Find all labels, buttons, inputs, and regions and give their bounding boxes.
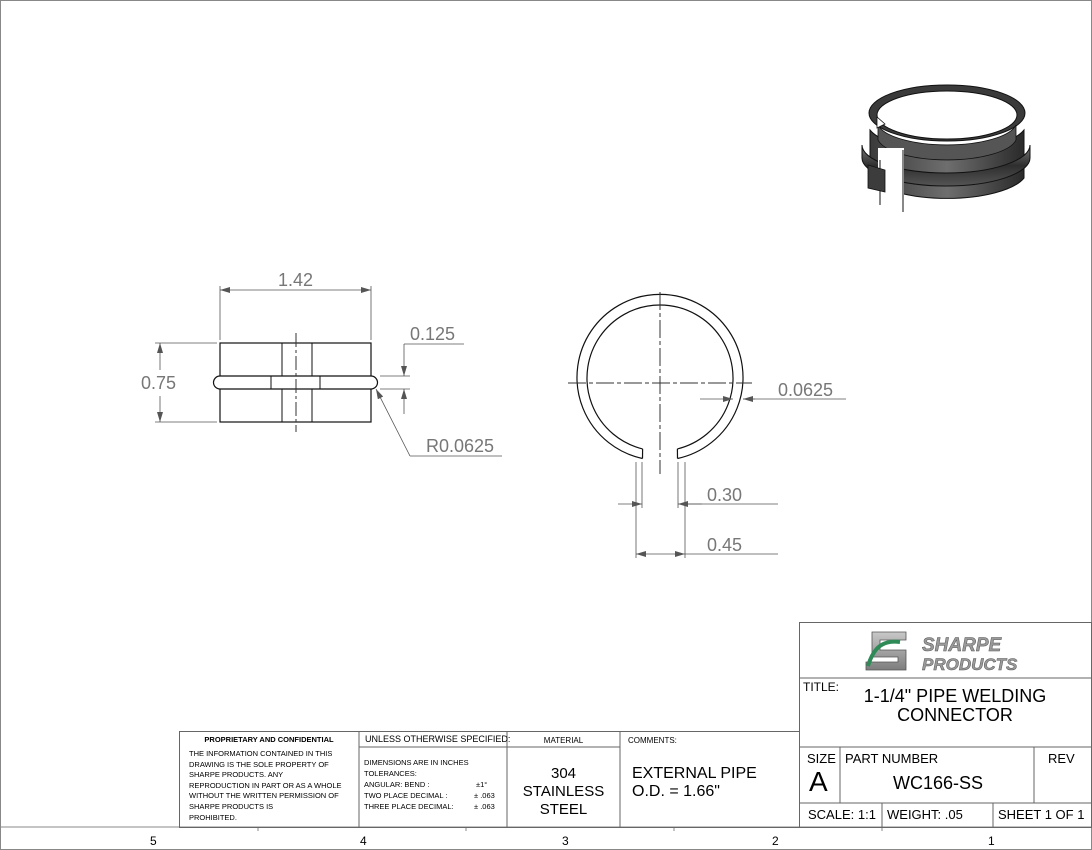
side-view-dimensions xyxy=(155,286,502,456)
comments-line: O.D. = 1.66" xyxy=(632,783,720,800)
zone-label: 3 xyxy=(562,834,569,848)
weight-field: WEIGHT: .05 xyxy=(887,807,963,822)
drawing-title-line2: CONNECTOR xyxy=(897,705,1013,725)
proprietary-line: DRAWING IS THE SOLE PROPERTY OF xyxy=(189,759,329,769)
dim-gap-outer: 0.45 xyxy=(707,535,743,555)
proprietary-line: THE INFORMATION CONTAINED IN THIS xyxy=(189,749,333,758)
size-label: SIZE xyxy=(807,751,836,766)
proprietary-line: WITHOUT THE WRITTEN PERMISSION OF xyxy=(189,791,339,801)
tolerance-value: ± .063 xyxy=(474,802,495,811)
zone-label: 4 xyxy=(360,834,367,848)
tolerance-label: ANGULAR: BEND : xyxy=(364,780,430,789)
part-number-label: PART NUMBER xyxy=(845,751,939,766)
dim-wall: 0.0625 xyxy=(778,380,834,400)
dim-groove-width: 0.125 xyxy=(410,324,456,344)
unless-heading: UNLESS OTHERWISE SPECIFIED: xyxy=(365,734,511,744)
logo-text-sharpe: SHARPE xyxy=(922,635,1002,656)
material-line: STAINLESS xyxy=(522,783,605,800)
drawing-title-line1: 1-1/4" PIPE WELDING xyxy=(863,686,1047,706)
material-line: STEEL xyxy=(539,801,588,818)
logo-text-products: PRODUCTS xyxy=(922,655,1018,674)
unless-line: TOLERANCES: xyxy=(364,769,417,778)
proprietary-line: REPRODUCTION IN PART OR AS A WHOLE xyxy=(189,780,342,790)
zone-label: 1 xyxy=(988,834,995,848)
dim-groove-radius: R0.0625 xyxy=(426,436,495,456)
tolerance-label: TWO PLACE DECIMAL : xyxy=(364,791,448,800)
proprietary-line: SHARPE PRODUCTS. ANY xyxy=(189,770,284,780)
material-label: MATERIAL xyxy=(543,736,584,745)
scale-field: SCALE: 1:1 xyxy=(808,807,876,822)
tolerance-label: THREE PLACE DECIMAL: xyxy=(364,802,454,811)
part-number: WC166-SS xyxy=(892,773,984,793)
zone-label: 5 xyxy=(150,834,157,848)
proprietary-text xyxy=(189,749,357,823)
company-logo xyxy=(866,632,1018,674)
proprietary-heading: PROPRIETARY AND CONFIDENTIAL xyxy=(204,735,334,744)
comments-line: EXTERNAL PIPE xyxy=(632,765,757,782)
sheet-field: SHEET 1 OF 1 xyxy=(998,807,1085,822)
material-line: 304 xyxy=(550,765,577,782)
dim-width: 1.42 xyxy=(278,270,314,290)
size-value: A xyxy=(809,766,828,797)
dim-gap-inner: 0.30 xyxy=(707,485,743,505)
comments-label: COMMENTS: xyxy=(628,736,677,745)
isometric-view xyxy=(862,85,1030,212)
ring-view xyxy=(568,292,752,474)
unless-line: DIMENSIONS ARE IN INCHES xyxy=(364,758,469,767)
zone-labels xyxy=(150,834,995,848)
zone-label: 2 xyxy=(772,834,779,848)
proprietary-line: SHARPE PRODUCTS IS xyxy=(189,801,274,811)
dim-height: 0.75 xyxy=(141,373,177,393)
proprietary-line: PROHIBITED. xyxy=(189,812,237,822)
tolerance-value: ± .063 xyxy=(474,791,495,800)
side-view xyxy=(214,333,378,432)
title-label: TITLE: xyxy=(803,680,840,694)
rev-label: REV xyxy=(1048,751,1075,766)
tolerance-value: ±1° xyxy=(476,780,488,789)
